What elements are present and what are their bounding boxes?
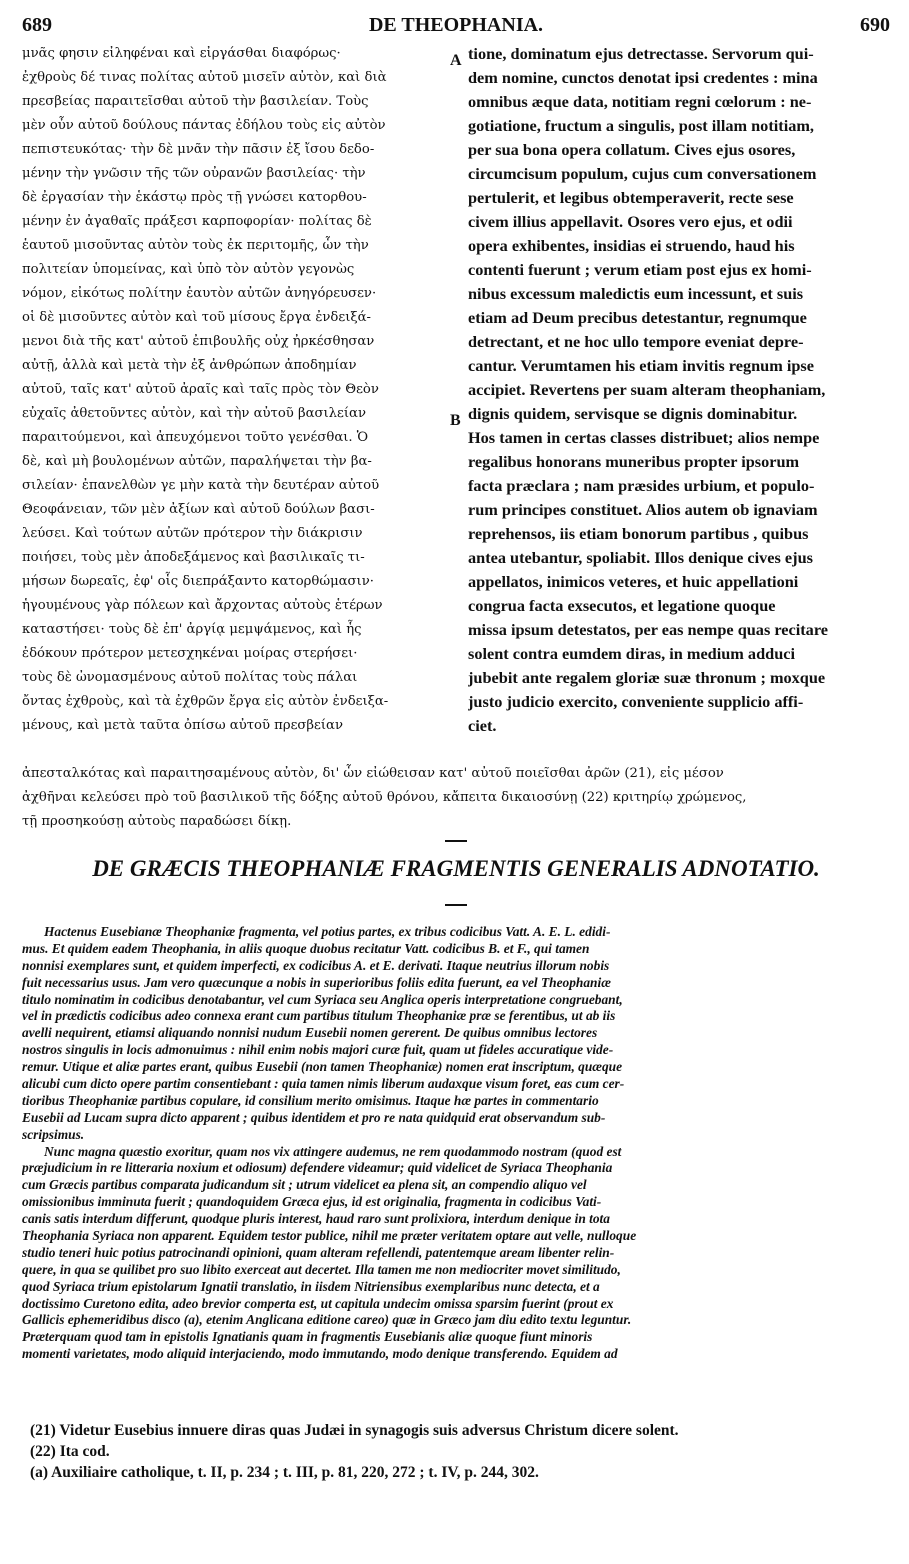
latin-line: reprehensos, iis etiam bonorum partibus , quibus (468, 524, 809, 543)
latin-line: appellatos, inimicos veteres, et huic appellationi (468, 572, 799, 591)
greek-line: μενοι διὰ τῆς κατ' αὐτοῦ ἐπιβουλῆς οὐχ ἠρκέσθησαν (22, 334, 375, 349)
latin-line: justo judicio exercito, conveniente supplicio affi- (468, 692, 804, 711)
adnotatio-line: vel in prædictis codicibus adeo connexa erant cum partibus titulum Theophaniæ præ se ferentibus, ut ab iis (22, 1008, 616, 1024)
greek-line: σιλείαν· ἐπανελθὼν γε μὴν κατὰ τὴν δευτέραν αὐτοῦ (22, 478, 380, 493)
divider-rule (445, 904, 467, 906)
greek-line: οἱ δὲ μισοῦντες αὐτὸν καὶ τοῦ μίσους ἔργα ἐνδειξά- (22, 310, 371, 325)
adnotatio-line: avelli nequirent, etiamsi aliquando nonnisi nudum Eusebii nomen gererent. De quibus omnibus lectores (22, 1025, 598, 1041)
adnotatio-line: Theophania Syriaca non apparent. Equidem testor publice, nihil me præter veritatem optare aut velle, nulloque (22, 1228, 637, 1244)
greek-line: εὐχαῖς ἀθετοῦντες αὐτὸν, καὶ τὴν αὐτοῦ βασιλείαν (22, 406, 366, 421)
footnote: (a) Auxiliaire catholique, t. II, p. 234 ; t. III, p. 81, 220, 272 ; t. IV, p. 244, 302. (30, 1464, 539, 1481)
footnotes (30, 1420, 890, 1483)
adnotatio-line: momenti varietates, modo aliquid interjaciendo, modo immutando, modo denique transferendo. Equidem ad (22, 1346, 618, 1362)
latin-line: ciet. (468, 716, 497, 735)
latin-line: congrua facta exsecutos, et legatione quoque (468, 596, 776, 615)
latin-line: regalibus honorans muneribus propter ipsorum (468, 452, 800, 471)
adnotatio-line: titulo nominatim in codicibus denotabantur, vel cum Syriaca seu Anglica operis interpretatione congruebant, (22, 991, 623, 1007)
adnotatio-line: cum Græcis partibus comparata judicandum sit ; utrum videlicet ea plena sit, an compendio aliquo vel (22, 1177, 587, 1193)
latin-line: tione, dominatum ejus detrectasse. Servorum qui- (468, 44, 814, 63)
latin-line: dignis quidem, servisque se dignis dominabitur. (468, 404, 798, 423)
adnotatio-line: Eusebii ad Lucam supra dicto apparent ; quibus identidem et pro re nata quidquid erat observandum sub- (22, 1109, 606, 1125)
adnotatio-line: alicubi cum dicto opere partim consentiebant : quia tamen nimis liberum audaxque visum foret, eas cum cer- (22, 1076, 625, 1092)
greek-line: λεύσει. Καὶ τούτων αὐτῶν πρότερον τὴν διάκρισιν (22, 526, 363, 541)
greek-line: μένην ἐν ἀγαθαῖς πράξεσι καρποφορίαν· πολίτας δὲ (22, 214, 372, 229)
latin-line: accipiet. Revertens per suam alteram theophaniam, (468, 380, 826, 399)
latin-line: pertulerit, et legibus obtemperaverit, recte sese (468, 188, 794, 207)
adnotatio-line: quere, in qua se quilibet pro suo libito exerceat aut decertet. Illa tamen me non mediocriter movet similitudo, (22, 1261, 621, 1277)
greek-line: δὲ, καὶ μὴ βουλομένων αὐτῶν, παραλήψεται τὴν βα- (22, 454, 372, 469)
latin-line: gotiatione, fructum a singulis, post illam notitiam, (468, 116, 814, 135)
greek-line: τοὺς δὲ ὠνομασμένους αὐτοῦ πολίτας τοὺς πάλαι (22, 670, 358, 685)
greek-line: νόμον, εἰκότως πολίτην ἑαυτὸν αὐτῶν ἀνηγόρευσεν· (22, 286, 377, 301)
latin-line: detrectant, et ne hoc ullo tempore eveniat depre- (468, 332, 804, 351)
greek-line: μὲν οὖν αὐτοῦ δούλους πάντας ἐδήλου τοὺς εἰς αὐτὸν (22, 118, 386, 133)
adnotatio-line: nostros singulis in locis admonuimus : nihil enim nobis majori curæ fuit, quam ut fideles accuratique vide- (22, 1042, 614, 1058)
adnotatio-line: Hactenus Eusebianæ Theophaniæ fragmenta, vel potius partes, ex tribus codicibus Vatt. A. E. L. edidi- (44, 924, 611, 939)
greek-line: αὐτῇ, ἀλλὰ καὶ μετὰ τὴν ἐξ ἀνθρώπων ἀποδημίαν (22, 358, 357, 373)
adnotatio-line: scripsimus. (22, 1126, 85, 1142)
adnotatio-line: nonnisi exemplares sunt, et quidem imperfecti, ex codicibus A. et E. derivati. Itaque neutrius illorum nobis (22, 957, 610, 973)
greek-line: ἑαυτοῦ μισοῦντας αὐτὸν τοὺς ἐκ περιτομῆς, ὧν τὴν (22, 238, 369, 253)
adnotatio-line: Nunc magna quæstio exoritur, quam nos vix attingere audemus, ne rem quodammodo nostram (quod est (44, 1143, 622, 1159)
latin-line: dem nomine, cunctos denotat ipsi credentes : mina (468, 68, 818, 87)
margin-marker-a: A (450, 52, 462, 69)
adnotatio-line: doctissimo Curetono edita, adeo brevior comperta est, ut capitula undecim omissa sparsim fuerint (prout ex (22, 1295, 614, 1311)
greek-full-line: ἀχθῆναι κελεύσει πρὸ τοῦ βασιλικοῦ τῆς δόξης αὐτοῦ θρόνου, κἄπειτα δικαιοσύνῃ (22) κριτηρίῳ χρώμενος, (22, 790, 747, 805)
footnote: (21) Videtur Eusebius innuere diras quas Judæi in synagogis suis adversus Christum dicere solent. (30, 1422, 679, 1439)
footnote: (22) Ita cod. (30, 1443, 110, 1460)
latin-line: missa ipsum detestatos, per eas nempe quas recitare (468, 620, 828, 639)
greek-line: Θεοφάνειαν, τῶν μὲν ἀξίων καὶ αὐτοῦ δούλων βασι- (22, 502, 375, 517)
latin-line: Hos tamen in certas classes distribuet; alios nempe (468, 428, 820, 447)
greek-line: ἐδόκουν πρότερον μετεσχηκέναι μοίρας στερήσει· (22, 646, 358, 661)
greek-line: πολιτείαν ὑπομείνας, καὶ ὑπὸ τὸν αὐτὸν γεγονὼς (22, 262, 355, 277)
greek-line: ἡγουμένους γὰρ πόλεων καὶ ἄρχοντας αὐτοὺς ἑτέρων (22, 598, 383, 613)
greek-line: πρεσβείας παραιτεῖσθαι αὐτοῦ τὴν βασιλείαν. Τοὺς (22, 94, 369, 109)
running-title: DE THEOPHANIA. (368, 14, 544, 36)
greek-line: μένους, καὶ μετὰ ταῦτα ὀπίσω αὐτοῦ πρεσβείαν (22, 718, 343, 733)
adnotatio-line: Præterquam quod tam in epistolis Ignatianis quam in fragmentis Eusebianis aliæ quoque fiunt minoris (22, 1329, 593, 1345)
greek-full-line: τῇ προσηκούσῃ αὐτοὺς παραδώσει δίκῃ. (22, 814, 292, 829)
latin-line: omnibus æque data, notitiam regni cœlorum : ne- (468, 92, 812, 111)
greek-full-line: ἀπεσταλκότας καὶ παραιτησαμένους αὐτὸν, δι' ὧν εἰώθεισαν κατ' αὐτοῦ ποιεῖσθαι ἀρῶν (21), εἰς μέσον (22, 766, 724, 781)
latin-line: circumcisum populum, cujus cum conversationem (468, 164, 817, 183)
adnotatio-line: studio teneri huic potius patrocinandi opinioni, quam alteram refellendi, patentemque aream libenter relin- (22, 1244, 615, 1260)
page (22, 14, 890, 1554)
latin-line: per sua bona opera collatum. Cives ejus osores, (468, 140, 796, 159)
latin-line: contenti fuerunt ; verum etiam post ejus ex homi- (468, 260, 812, 279)
greek-column (22, 42, 458, 738)
greek-line: ἐχθροὺς δέ τινας πολίτας αὐτοῦ μισεῖν αὐτὸν, καὶ διὰ (22, 70, 387, 85)
greek-line: καταστήσει· τοὺς δὲ ἐπ' ἀργίᾳ μεμψάμενος, καὶ ἧς (22, 622, 362, 637)
adnotatio-line: omissionibus imminuta fuerit ; quandoquidem Græca ejus, id est originalia, fragmenta in codicibus Vati- (22, 1194, 602, 1210)
greek-line: δὲ ἐργασίαν τὴν ἑκάστῳ πρὸς τῇ γνώσει κατορθου- (22, 190, 367, 205)
latin-line: jubebit ante regalem gloriæ suæ thronum ; moxque (468, 668, 826, 687)
section-title: DE GRÆCIS THEOPHANIÆ FRAGMENTIS GENERALIS ADNOTATIO. (92, 856, 820, 881)
greek-line: ποιήσει, τοὺς μὲν ἀποδεξάμενος καὶ βασιλικαῖς τι- (22, 550, 365, 565)
latin-line: civem illius appellavit. Osores vero ejus, et odii (468, 212, 793, 231)
adnotatio-line: mus. Et quidem eadem Theophania, in aliis quoque duobus recitatur Vatt. codicibus B. et F., qui tamen (22, 940, 590, 956)
latin-line: opera exhibentes, insidias ei struendo, haud his (468, 236, 795, 255)
greek-line: μήσων δωρεαῖς, ἐφ' οἷς διεπράξαντο κατορθώμασιν· (22, 574, 374, 589)
adnotatio-line: remur. Utique et aliæ partes erant, quibus Eusebii (non tamen Theophaniæ) nomen erat inscriptum, quæque (22, 1059, 623, 1075)
latin-line: facta præclara ; nam præsides urbium, et populo- (468, 476, 815, 495)
adnotatio-text (22, 924, 890, 1363)
adnotatio-line: Gallicis ephemeridibus disco (a), etenim Anglicana editione careo) quæ in Græco jam diu edito textu leguntur. (22, 1312, 632, 1328)
latin-line: rum principes constituet. Alios autem ob ignaviam (468, 500, 818, 519)
latin-line: antea utebantur, spoliabit. Illos denique cives ejus (468, 548, 813, 567)
adnotatio-line: tioribus Theophaniæ partibus copulare, id consilium merito omisimus. Itaque hæ partes in commentario (22, 1092, 599, 1108)
greek-line: παραιτούμενοι, καὶ ἀπευχόμενοι τοῦτο γενέσθαι. Ὁ (22, 430, 369, 445)
margin-marker-b: B (450, 412, 461, 429)
latin-line: nibus excessum maledictis eum incessunt, et suis (468, 284, 804, 303)
greek-line: αὐτοῦ, ταῖς κατ' αὐτοῦ ἀραῖς καὶ ταῖς πρὸς τὸν Θεὸν (22, 382, 379, 397)
latin-line: etiam ad Deum precibus detestantur, regnumque (468, 308, 807, 327)
divider-rule (445, 840, 467, 842)
adnotatio-line: fuit necessarius usus. Jam vero quæcunque a nobis in superioribus foliis edita fuerunt, ea vel Theophaniæ (22, 974, 611, 990)
latin-column (468, 42, 890, 738)
greek-line: πεπιστευκότας· τὴν δὲ μνᾶν τὴν πᾶσιν ἐξ ἴσου δεδο- (22, 142, 375, 157)
adnotatio-line: quod Syriaca trium epistolarum Ignatii translatio, in iisdem Nitriensibus exemplaribus nunc detecta, et a (22, 1278, 600, 1294)
greek-full-width-text (22, 762, 890, 834)
adnotatio-line: canis satis interdum differunt, quodque pluris interest, haud raro sunt prolixiora, interdum denique in tota (22, 1211, 610, 1227)
latin-line: solent contra eumdem diras, in medium adduci (468, 644, 795, 663)
greek-line: μένην τὴν γνῶσιν τῆς τῶν οὐρανῶν βασιλείας· τὴν (22, 166, 366, 181)
greek-line: ὄντας ἐχθροὺς, καὶ τὰ ἐχθρῶν ἔργα εἰς αὐτὸν ἐνδειξα- (22, 694, 389, 709)
latin-line: cantur. Verumtamen his etiam invitis regnum ipse (468, 356, 814, 375)
running-header (22, 14, 890, 42)
greek-line: μνᾶς φησιν εἰληφέναι καὶ εἰργάσθαι διαφόρως· (22, 46, 341, 61)
adnotatio-line: præjudicium in re litteraria noxium et odiosum) defendere videamur; quid videlicet de Syriaca Theophania (22, 1160, 613, 1176)
left-page-number: 689 (22, 14, 52, 36)
right-page-number: 690 (860, 14, 890, 36)
